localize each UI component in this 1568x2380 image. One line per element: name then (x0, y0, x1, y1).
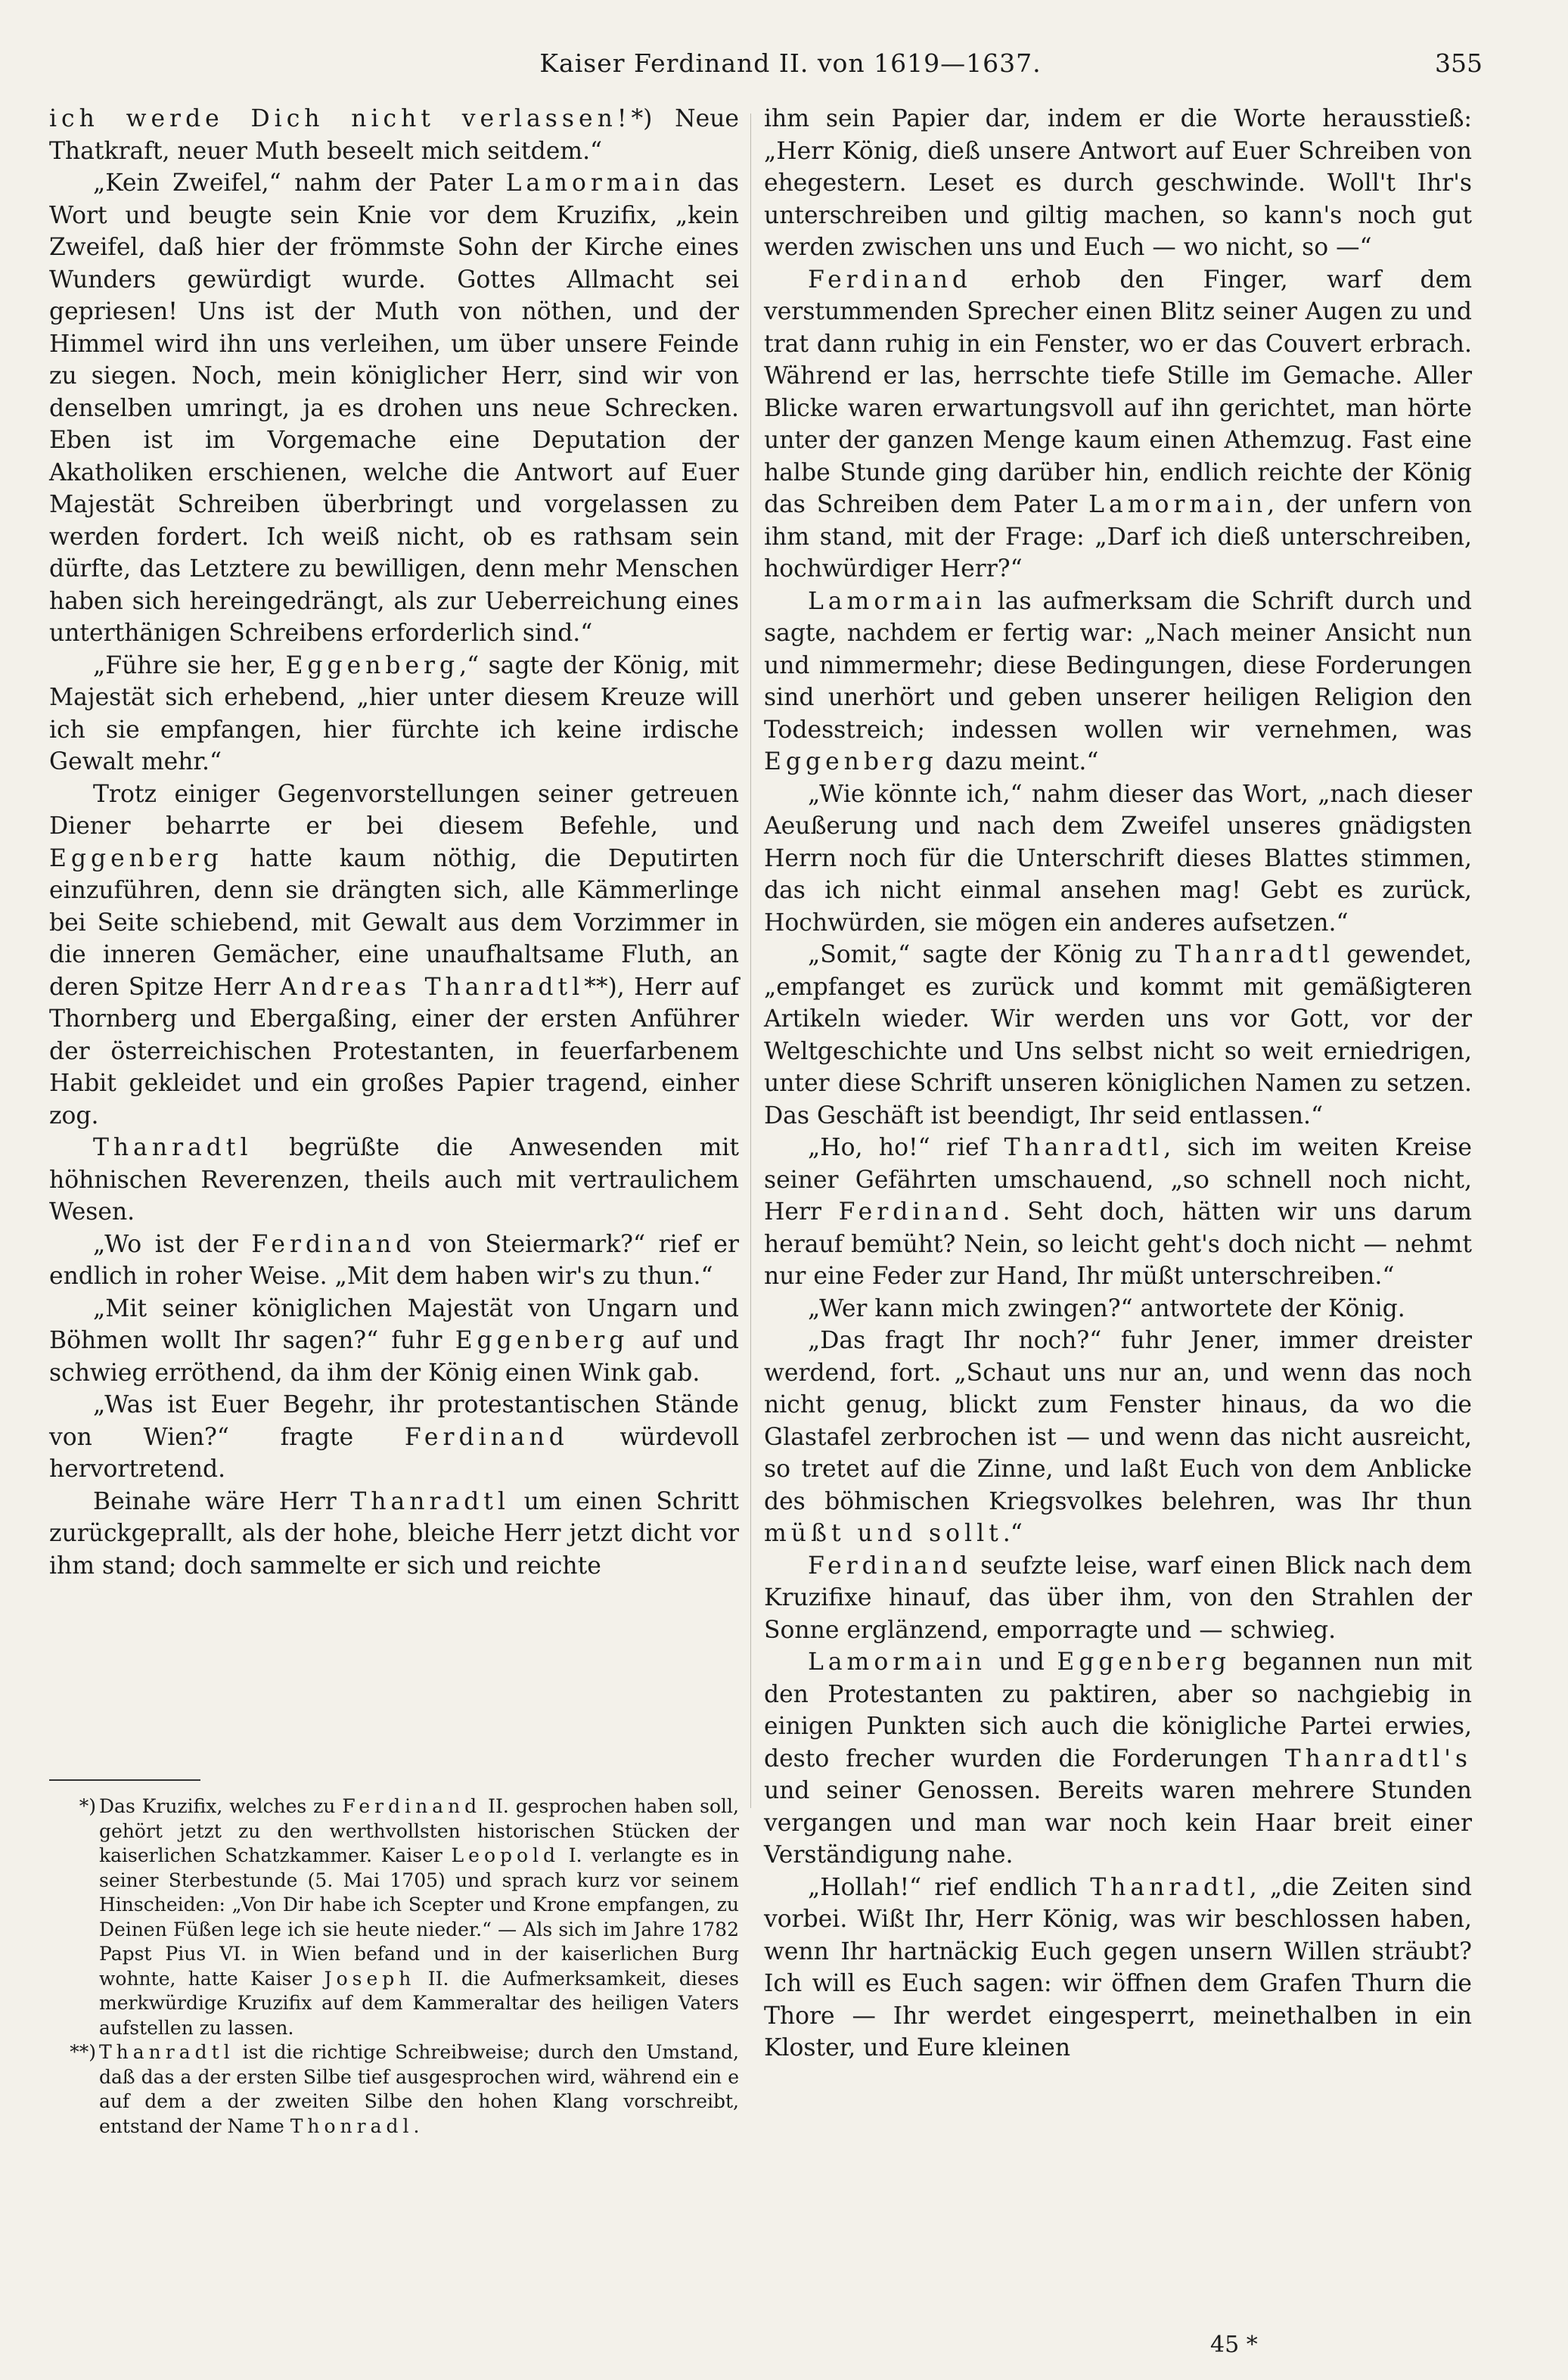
paragraph: ich werde Dich nicht verlassen!*) Neue Thatkraft, neuer Muth beseelt mich seitdem.“ (49, 105, 739, 165)
paragraph: „Wo ist der Ferdinand von Steiermark?“ rief er endlich in roher Weise. „Mit dem haben wir's zu thun.“ (49, 1230, 739, 1290)
paragraph: Thanradtl begrüßte die Anwesenden mit höhnischen Reverenzen, theils auch mit vertraulichem Wesen. (49, 1134, 739, 1226)
paragraph: „Wie könnte ich,“ nahm dieser das Wort, „nach dieser Aeußerung und nach dem Zweifel unseres gnädigsten Herrn noch für die Unterschrift dieses Blattes stimmen, das ich nicht einmal ansehen mag! Gebt es zurück, Hochwürden, sie mögen ein anderes aufsetzen.“ (764, 780, 1472, 937)
paragraph: „Führe sie her, Eggenberg,“ sagte der König, mit Majestät sich erhebend, „hier unter diesem Kreuze will ich sie empfangen, hier fürchte ich keine irdische Gewalt mehr.“ (49, 651, 739, 775)
paragraph: „Kein Zweifel,“ nahm der Pater Lamormain das Wort und beugte sein Knie vor dem Kruzifix, „kein Zweifel, daß hier der frömmste Sohn der Kirche eines Wunders gewürdigt wurde. Gottes Allmacht sei gepriesen! Uns ist der Muth von nöthen, und der Himmel wird ihn uns verleihen, um über unsere Feinde zu siegen. Noch, mein königlicher Herr, sind wir von denselben umringt, ja es drohen uns neue Schrecken. Eben ist im Vorgemache eine Deputation der Akatholiken erschienen, welche die Antwort auf Euer Majestät Schreiben überbringt und vorgelassen zu werden fordert. Ich weiß nicht, ob es rathsam sein dürfte, das Letztere zu bewilligen, denn mehr Menschen haben sich hereingedrängt, als zur Ueberreichung eines unterthänigen Schreibens erforderlich sind.“ (49, 169, 739, 647)
paragraph: Lamormain las aufmerksam die Schrift durch und sagte, nachdem er fertig war: „Nach meiner Ansicht nun und nimmermehr; diese Bedingungen, diese Forderungen sind unerhört und geben unserer heiligen Religion den Todesstreich; indessen wollen wir vernehmen, was Eggenberg dazu meint.“ (764, 587, 1472, 775)
paragraph: „Somit,“ sagte der König zu Thanradtl gewendet, „empfanget es zurück und kommt mit gemäßigteren Artikeln wieder. Wir werden uns vor Gott, vor der Weltgeschichte und Uns selbst nicht so weit erniedrigen, unter diese Schrift unseren königlichen Namen zu setzen. Das Geschäft ist beendigt, Ihr seid entlassen.“ (764, 941, 1473, 1129)
left-column (49, 103, 739, 1582)
paragraph: Lamormain und Eggenberg begannen nun mit den Protestanten zu paktiren, aber so nachgiebig in einigen Punkten sich auch die königliche Partei erwies, desto frecher wurden die Forderungen Thanradtl's und seiner Genossen. Bereits waren mehrere Stunden vergangen und man war noch kein Haar breit einer Verständigung nahe. (764, 1648, 1472, 1869)
paragraph: Trotz einiger Gegenvorstellungen seiner getreuen Diener beharrte er bei diesem Befehle, und Eggenberg hatte kaum nöthig, die Deputirten einzuführen, denn sie drängten sich, alle Kämmerlinge bei Seite schiebend, mit Gewalt aus dem Vorzimmer in die inneren Gemächer, eine unaufhaltsame Fluth, an deren Spitze Herr Andreas Thanradtl**), Herr auf Thornberg und Ebergaßing, einer der ersten Anführer der österreichischen Protestanten, in feuerfarbenem Habit gekleidet und ein großes Papier tragend, einher zog. (49, 780, 739, 1129)
footnote: *) Das Kruzifix, welches zu Ferdinand II. gesprochen haben soll, gehört jetzt zu den werthvollsten historischen Stücken der kaiserlichen Schatzkammer. Kaiser Leopold I. verlangte es in seiner Sterbestunde (5. Mai 1705) und sprach kurz vor seinem Hinscheiden: „Von Dir habe ich Scepter und Krone empfangen, zu Deinen Füßen lege ich sie heute nieder.“ — Als sich im Jahre 1782 Papst Pius VI. in Wien befand und in der kaiserlichen Burg wohnte, hatte Kaiser Joseph II. die Aufmerksamkeit, dieses merkwürdige Kruzifix auf dem Kammeraltar des heiligen Vaters aufstellen zu lassen. (79, 1795, 740, 2039)
printer-signature: 45 * (1210, 2332, 1258, 2358)
right-column (764, 103, 1472, 2065)
running-header (98, 48, 1483, 91)
paragraph: „Was ist Euer Begehr, ihr protestantischen Stände von Wien?“ fragte Ferdinand würdevoll hervortretend. (49, 1391, 739, 1483)
paragraph: Beinahe wäre Herr Thanradtl um einen Schritt zurückgeprallt, als der hohe, bleiche Herr jetzt dicht vor ihm stand; doch sammelte er sich und reichte (49, 1487, 739, 1580)
paragraph: „Mit seiner königlichen Majestät von Ungarn und Böhmen wollt Ihr sagen?“ fuhr Eggenberg auf und schwieg erröthend, da ihm der König einen Wink gab. (49, 1294, 739, 1387)
column-divider (750, 113, 751, 1808)
page-number: 355 (1435, 48, 1483, 78)
footnote: **) Thanradtl ist die richtige Schreibweise; durch den Umstand, daß das a der ersten Silbe tief ausgesprochen wird, während ein e auf dem a der zweiten Silbe den hohen Klang vorschreibt, entstand der Name Thonradl. (70, 2041, 739, 2137)
paragraph: „Ho, ho!“ rief Thanradtl, sich im weiten Kreise seiner Gefährten umschauend, „so schnell noch nicht, Herr Ferdinand. Seht doch, hätten wir uns darum herauf bemüht? Nein, so leicht geht's doch nicht — nehmt nur eine Feder zur Hand, Ihr müßt unterschreiben.“ (764, 1134, 1473, 1290)
paragraph: „Hollah!“ rief endlich Thanradtl, „die Zeiten sind vorbei. Wißt Ihr, Herr König, was wir beschlossen haben, wenn Ihr hartnäckig Euch gegen unsern Willen sträubt? Ich will es Euch sagen: wir öffnen dem Grafen Thurn die Thore — Ihr werdet eingesperrt, meinethalben in ein Kloster, und Eure kleinen (764, 1873, 1472, 2062)
paragraph: „Wer kann mich zwingen?“ antwortete der König. (808, 1294, 1405, 1322)
footnote-rule (49, 1779, 200, 1781)
header-title: Kaiser Ferdinand II. von 1619—1637. (539, 48, 1042, 78)
paragraph: ihm sein Papier dar, indem er die Worte herausstieß: „Herr König, dieß unsere Antwort auf Euer Schreiben von ehegestern. Leset es durch geschwinde. Woll't Ihr's unterschreiben und giltig machen, so kann's noch gut werden zwischen uns und Euch — wo nicht, so —“ (764, 105, 1472, 261)
paragraph: Ferdinand seufzte leise, warf einen Blick nach dem Kruzifixe hinauf, das über ihm, von den Strahlen der Sonne erglänzend, emporragte und — schwieg. (764, 1552, 1472, 1644)
footnotes (49, 1794, 739, 2139)
paragraph: Ferdinand erhob den Finger, warf dem verstummenden Sprecher einen Blitz seiner Augen zu und trat dann ruhig in ein Fenster, wo er das Couvert erbrach. Während er las, herrschte tiefe Stille im Gemache. Aller Blicke waren erwartungsvoll auf ihn gerichtet, man hörte unter der ganzen Menge kaum einen Athemzug. Fast eine halbe Stunde ging darüber hin, endlich reichte der König das Schreiben dem Pater Lamormain, der unfern von ihm stand, mit der Frage: „Darf ich dieß unterschreiben, hochwürdiger Herr?“ (764, 266, 1473, 583)
paragraph: „Das fragt Ihr noch?“ fuhr Jener, immer dreister werdend, fort. „Schaut uns nur an, und wenn das noch nicht genug, blickt zum Fenster hinaus, da wo die Glastafel zerbrochen ist — und wenn das nicht ausreicht, so tretet auf die Zinne, und laßt Euch von dem Anblicke des böhmischen Kriegsvolkes belehren, was Ihr thun müßt und sollt.“ (764, 1327, 1472, 1547)
